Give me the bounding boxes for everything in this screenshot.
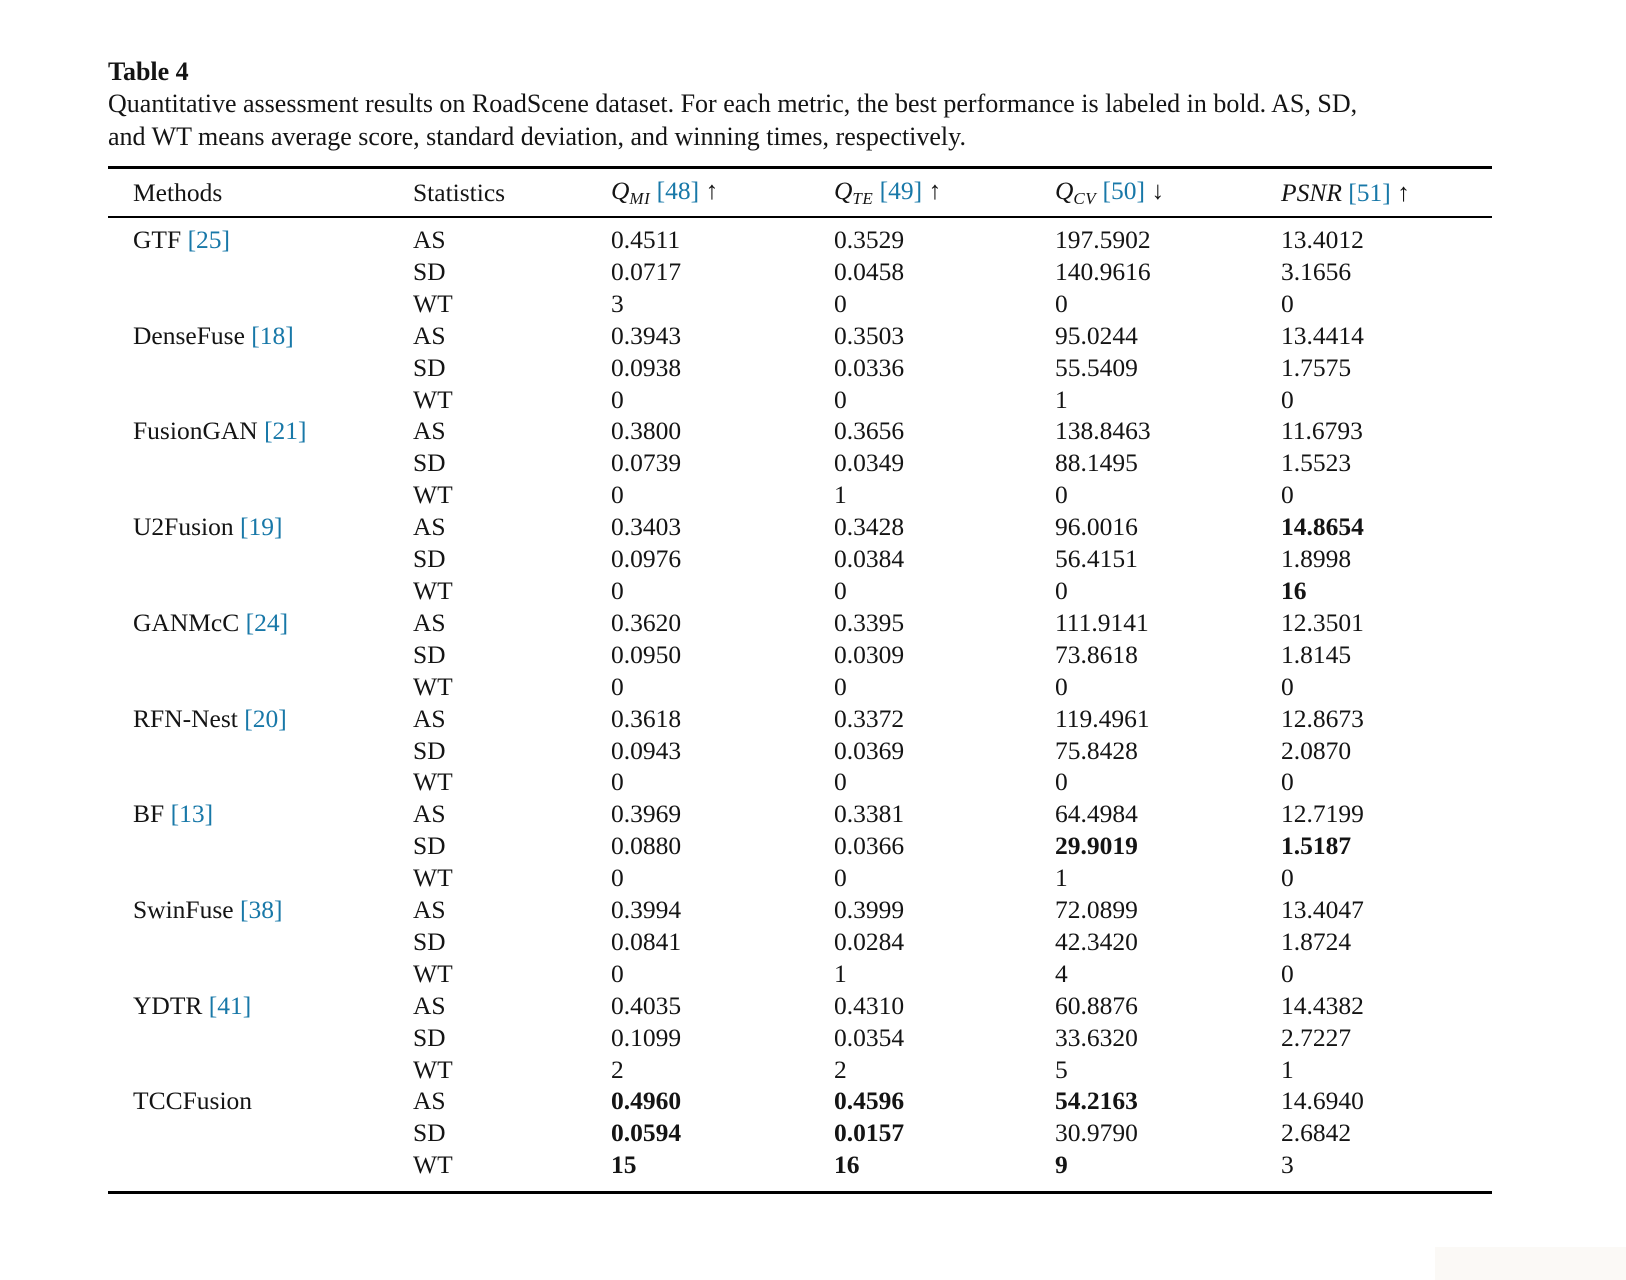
metric-subscript: TE (852, 189, 874, 208)
column-header-3 (834, 168, 1055, 218)
value-cell: 16 (1281, 575, 1307, 605)
value-cell: 0.0943 (611, 735, 682, 765)
value-cell: 60.8876 (1055, 990, 1138, 1020)
value-cell: 0 (611, 384, 624, 414)
table-row (108, 639, 1492, 671)
value-cell: 0.0384 (834, 544, 905, 574)
value-cell: 72.0899 (1055, 895, 1138, 925)
table-row (108, 543, 1492, 575)
value-cell: 75.8428 (1055, 735, 1138, 765)
method-cell (108, 352, 413, 384)
statistic-cell: AS (413, 1086, 446, 1116)
corner-artifact (1435, 1247, 1626, 1280)
citation-link[interactable]: [18] (251, 320, 294, 350)
value-cell: 14.6940 (1281, 1086, 1364, 1116)
method-cell (108, 1054, 413, 1086)
method-cell (108, 703, 413, 735)
method-cell (108, 1117, 413, 1149)
value-cell: 2 (834, 1054, 847, 1084)
method-name: GANMcC (133, 607, 240, 637)
metric-symbol: Q (611, 176, 630, 205)
statistic-cell: SD (413, 735, 446, 765)
value-cell: 0.0739 (611, 448, 682, 478)
table-row (108, 830, 1492, 862)
citation-link[interactable]: [20] (244, 703, 287, 733)
statistic-cell: SD (413, 1022, 446, 1052)
value-cell: 0.0950 (611, 639, 682, 669)
statistic-cell: SD (413, 1118, 446, 1148)
value-cell: 0.0841 (611, 926, 682, 956)
method-cell (108, 543, 413, 575)
method-cell (108, 217, 413, 256)
method-name: DenseFuse (133, 320, 245, 350)
value-cell: 0.3529 (834, 225, 905, 254)
value-cell: 0.3403 (611, 512, 682, 542)
table-row (108, 384, 1492, 416)
value-cell: 0.4596 (834, 1086, 905, 1116)
value-cell: 0 (834, 384, 847, 414)
table-row (108, 703, 1492, 735)
metric-symbol: PSNR (1281, 177, 1342, 207)
citation-link[interactable]: [41] (208, 990, 252, 1020)
method-cell (108, 384, 413, 416)
value-cell: 0.3395 (834, 607, 905, 637)
statistic-cell: AS (413, 703, 446, 733)
statistic-cell: WT (413, 1054, 453, 1084)
citation-link[interactable]: [49] (879, 176, 923, 205)
method-name: RFN-Nest (133, 703, 238, 733)
method-cell (108, 990, 413, 1022)
method-name: SwinFuse (133, 895, 234, 925)
method-cell (108, 958, 413, 990)
statistic-cell: SD (413, 544, 446, 574)
statistic-cell: SD (413, 448, 446, 478)
metric-symbol: Q (1055, 176, 1074, 205)
value-cell: 54.2163 (1055, 1086, 1138, 1116)
statistic-cell: AS (413, 320, 446, 350)
up-arrow-icon: ↑ (705, 176, 719, 205)
column-header-2 (611, 168, 834, 218)
table-row (108, 1022, 1492, 1054)
value-cell: 0.3994 (611, 895, 682, 925)
value-cell: 0.0717 (611, 256, 682, 286)
table-row (108, 926, 1492, 958)
value-cell: 0 (1281, 767, 1294, 797)
value-cell: 0.0458 (834, 256, 905, 286)
value-cell: 0 (834, 671, 847, 701)
method-name: U2Fusion (133, 512, 234, 542)
statistic-cell: WT (413, 575, 453, 605)
method-cell (108, 511, 413, 543)
table-row (108, 447, 1492, 479)
value-cell: 2.0870 (1281, 735, 1352, 765)
table-row (108, 511, 1492, 543)
up-arrow-icon: ↑ (1397, 177, 1410, 207)
value-cell: 1.8145 (1281, 639, 1352, 669)
value-cell: 1.7575 (1281, 352, 1352, 382)
statistic-cell: WT (413, 1150, 453, 1180)
value-cell: 9 (1055, 1150, 1068, 1180)
method-cell (108, 575, 413, 607)
citation-link[interactable]: [21] (264, 416, 307, 446)
statistic-cell: AS (413, 225, 446, 254)
value-cell: 73.8618 (1055, 639, 1138, 669)
table-row (108, 735, 1492, 767)
value-cell: 12.7199 (1281, 799, 1364, 829)
value-cell: 138.8463 (1055, 416, 1151, 446)
table-row (108, 990, 1492, 1022)
value-cell: 1 (834, 958, 847, 988)
value-cell: 0 (611, 767, 624, 797)
table-row (108, 894, 1492, 926)
method-cell (108, 1149, 413, 1192)
citation-link[interactable]: [13] (170, 799, 214, 829)
table-row (108, 1117, 1492, 1149)
method-cell (108, 735, 413, 767)
value-cell: 0.3618 (611, 703, 682, 733)
value-cell: 0.4310 (834, 990, 905, 1020)
statistic-cell: SD (413, 352, 446, 382)
value-cell: 29.9019 (1055, 831, 1138, 861)
value-cell: 0 (834, 575, 847, 605)
citation-link[interactable]: [48] (656, 176, 700, 205)
metric-symbol: Q (834, 176, 853, 205)
value-cell: 0.0976 (611, 544, 682, 574)
value-cell: 1 (1055, 384, 1068, 414)
method-cell (108, 766, 413, 798)
statistic-cell: WT (413, 288, 453, 318)
table-row (108, 415, 1492, 447)
value-cell: 13.4047 (1281, 895, 1364, 925)
metric-subscript: MI (629, 189, 651, 208)
value-cell: 12.8673 (1281, 703, 1364, 733)
value-cell: 14.4382 (1281, 990, 1364, 1020)
method-cell (108, 830, 413, 862)
table-body (108, 217, 1492, 1193)
value-cell: 0.0366 (834, 831, 905, 861)
value-cell: 5 (1055, 1054, 1068, 1084)
table-row (108, 575, 1492, 607)
method-cell (108, 798, 413, 830)
value-cell: 0.4960 (611, 1086, 682, 1116)
statistic-cell: AS (413, 512, 446, 542)
value-cell: 111.9141 (1055, 607, 1149, 637)
value-cell: 0.3800 (611, 416, 682, 446)
value-cell: 0.3969 (611, 799, 682, 829)
value-cell: 1 (1055, 863, 1068, 893)
statistic-cell: WT (413, 671, 453, 701)
value-cell: 0.0938 (611, 352, 682, 382)
table-label: Table 4 (108, 57, 189, 86)
value-cell: 56.4151 (1055, 544, 1138, 574)
value-cell: 0 (611, 958, 624, 988)
statistic-cell: SD (413, 831, 446, 861)
statistic-cell: AS (413, 990, 446, 1020)
value-cell: 0.3372 (834, 703, 905, 733)
value-cell: 0.0349 (834, 448, 905, 478)
value-cell: 0.0354 (834, 1022, 905, 1052)
value-cell: 2 (611, 1054, 624, 1084)
value-cell: 42.3420 (1055, 926, 1138, 956)
table-row (108, 671, 1492, 703)
method-cell (108, 894, 413, 926)
statistic-cell: AS (413, 799, 446, 829)
value-cell: 0.3503 (834, 320, 905, 350)
column-header-label: Statistics (413, 177, 506, 207)
column-header-1 (413, 168, 611, 218)
citation-link[interactable]: [50] (1102, 176, 1146, 205)
column-header-5 (1281, 168, 1492, 218)
value-cell: 119.4961 (1055, 703, 1150, 733)
caption-line-1: Quantitative assessment results on RoadScene dataset. For each metric, the best performance is labeled in bold. AS, SD, (108, 89, 1358, 118)
citation-link[interactable]: [19] (239, 512, 283, 542)
column-header-label: Methods (133, 177, 223, 207)
table-row (108, 798, 1492, 830)
value-cell: 0.0880 (611, 831, 682, 861)
value-cell: 1.5523 (1281, 448, 1352, 478)
value-cell: 0 (834, 288, 847, 318)
citation-link[interactable]: [25] (187, 225, 231, 254)
caption-line-2: and WT means average score, standard deviation, and winning times, respectively. (108, 121, 966, 151)
value-cell: 0.4035 (611, 990, 682, 1020)
value-cell: 140.9616 (1055, 256, 1151, 286)
down-arrow-icon: ↓ (1151, 176, 1165, 205)
value-cell: 0 (1281, 288, 1294, 318)
value-cell: 0 (1055, 575, 1068, 605)
table-row (108, 766, 1492, 798)
table-row (108, 958, 1492, 990)
up-arrow-icon: ↑ (928, 176, 942, 205)
method-cell (108, 1085, 413, 1117)
value-cell: 0 (1055, 767, 1068, 797)
value-cell: 0.0594 (611, 1118, 682, 1148)
value-cell: 3 (1281, 1150, 1294, 1180)
method-cell (108, 926, 413, 958)
citation-link[interactable]: [24] (245, 607, 289, 637)
value-cell: 3.1656 (1281, 256, 1352, 286)
value-cell: 33.6320 (1055, 1022, 1138, 1052)
method-cell (108, 479, 413, 511)
statistic-cell: WT (413, 480, 453, 510)
statistic-cell: AS (413, 416, 446, 446)
value-cell: 88.1495 (1055, 448, 1138, 478)
method-cell (108, 447, 413, 479)
value-cell: 0 (611, 575, 624, 605)
value-cell: 0.3999 (834, 895, 905, 925)
value-cell: 0.0336 (834, 352, 905, 382)
metric-subscript: CV (1073, 189, 1097, 208)
value-cell: 0.3381 (834, 799, 905, 829)
method-cell (108, 288, 413, 320)
method-name: YDTR (133, 990, 203, 1020)
method-cell (108, 607, 413, 639)
paper-table-block (108, 56, 1492, 1194)
value-cell: 30.9790 (1055, 1118, 1138, 1148)
value-cell: 1.8724 (1281, 926, 1352, 956)
value-cell: 1 (834, 480, 847, 510)
statistic-cell: SD (413, 926, 446, 956)
value-cell: 0.0309 (834, 639, 905, 669)
method-cell (108, 1022, 413, 1054)
table-row (108, 217, 1492, 256)
value-cell: 11.6793 (1281, 416, 1363, 446)
value-cell: 13.4012 (1281, 225, 1364, 254)
column-header-4 (1055, 168, 1281, 218)
column-header-0 (108, 168, 413, 218)
method-name: FusionGAN (133, 416, 258, 446)
value-cell: 0 (834, 863, 847, 893)
statistic-cell: WT (413, 767, 453, 797)
value-cell: 197.5902 (1055, 225, 1151, 254)
method-cell (108, 671, 413, 703)
value-cell: 64.4984 (1055, 799, 1138, 829)
value-cell: 0.4511 (611, 225, 681, 254)
value-cell: 0 (1055, 671, 1068, 701)
value-cell: 16 (834, 1150, 860, 1180)
value-cell: 0 (1055, 480, 1068, 510)
statistic-cell: SD (413, 256, 446, 286)
statistic-cell: WT (413, 863, 453, 893)
value-cell: 0.0369 (834, 735, 905, 765)
value-cell: 4 (1055, 958, 1068, 988)
statistic-cell: WT (413, 384, 453, 414)
value-cell: 2.7227 (1281, 1022, 1352, 1052)
value-cell: 55.5409 (1055, 352, 1138, 382)
table-row (108, 256, 1492, 288)
method-name: TCCFusion (133, 1086, 253, 1116)
value-cell: 0.3943 (611, 320, 682, 350)
value-cell: 0.3428 (834, 512, 905, 542)
value-cell: 0.3620 (611, 607, 682, 637)
method-cell (108, 415, 413, 447)
value-cell: 1.8998 (1281, 544, 1352, 574)
value-cell: 2.6842 (1281, 1118, 1352, 1148)
method-cell (108, 320, 413, 352)
statistic-cell: WT (413, 958, 453, 988)
table-row (108, 352, 1492, 384)
statistic-cell: AS (413, 607, 446, 637)
value-cell: 0 (1055, 288, 1068, 318)
citation-link[interactable]: [51] (1348, 177, 1391, 207)
value-cell: 0.1099 (611, 1022, 682, 1052)
value-cell: 0 (1281, 863, 1294, 893)
method-cell (108, 639, 413, 671)
table-row (108, 288, 1492, 320)
table-row (108, 1085, 1492, 1117)
value-cell: 3 (611, 288, 624, 318)
value-cell: 0 (611, 671, 624, 701)
value-cell: 0.0157 (834, 1118, 905, 1148)
value-cell: 0 (1281, 671, 1294, 701)
value-cell: 0 (1281, 480, 1294, 510)
value-cell: 0.3656 (834, 416, 905, 446)
value-cell: 0.0284 (834, 926, 905, 956)
value-cell: 1.5187 (1281, 831, 1352, 861)
statistic-cell: SD (413, 639, 446, 669)
value-cell: 0 (834, 767, 847, 797)
table-row (108, 1054, 1492, 1086)
results-table (108, 166, 1492, 1194)
table-caption (108, 88, 1492, 153)
value-cell: 1 (1281, 1054, 1294, 1084)
method-name: GTF (133, 225, 182, 254)
method-cell (108, 862, 413, 894)
statistic-cell: AS (413, 895, 446, 925)
value-cell: 0 (611, 480, 624, 510)
value-cell: 0 (611, 863, 624, 893)
value-cell: 0 (1281, 958, 1294, 988)
method-cell (108, 256, 413, 288)
value-cell: 96.0016 (1055, 512, 1138, 542)
header-row (108, 168, 1492, 218)
table-row (108, 1149, 1492, 1192)
value-cell: 0 (1281, 384, 1294, 414)
value-cell: 14.8654 (1281, 512, 1364, 542)
table-row (108, 320, 1492, 352)
table-row (108, 862, 1492, 894)
citation-link[interactable]: [38] (239, 895, 283, 925)
value-cell: 13.4414 (1281, 320, 1364, 350)
value-cell: 12.3501 (1281, 607, 1364, 637)
table-row (108, 479, 1492, 511)
table-row (108, 607, 1492, 639)
value-cell: 95.0244 (1055, 320, 1138, 350)
method-name: BF (133, 799, 165, 829)
value-cell: 15 (611, 1150, 637, 1180)
table-header (108, 168, 1492, 218)
